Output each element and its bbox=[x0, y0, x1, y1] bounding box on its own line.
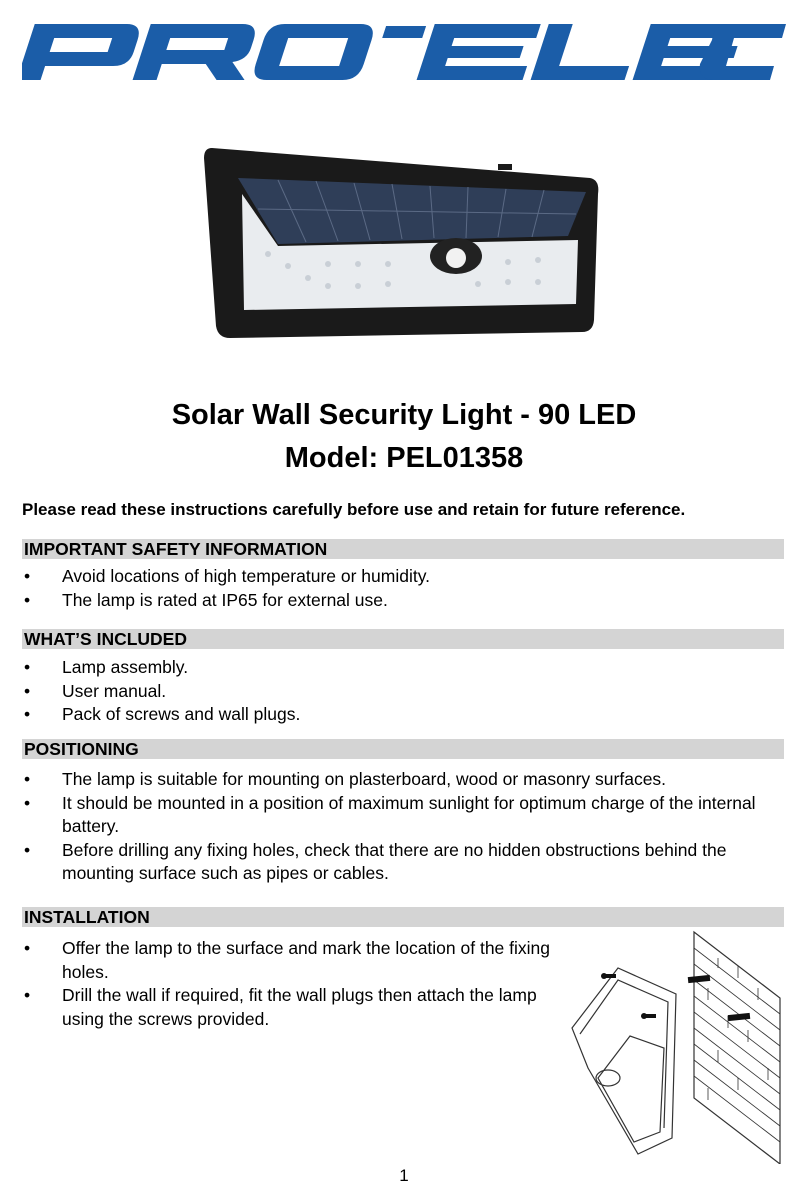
solar-light-product-image bbox=[198, 134, 610, 346]
list-item: • Offer the lamp to the surface and mark the location of the fixing holes. bbox=[24, 938, 551, 982]
list-item: • The lamp is rated at IP65 for external use. bbox=[24, 589, 388, 610]
installation-diagram bbox=[568, 928, 786, 1164]
intro-text: Please read these instructions carefully before use and retain for future reference. bbox=[22, 500, 686, 519]
included-heading: WHAT’S INCLUDED bbox=[22, 629, 784, 649]
installation-heading: INSTALLATION bbox=[22, 907, 784, 927]
list-item: • Avoid locations of high temperature or humidity. bbox=[24, 566, 431, 586]
positioning-heading: POSITIONING bbox=[22, 739, 784, 759]
included-list bbox=[22, 656, 792, 727]
list-item: • Before drilling any fixing holes, check that there are no hidden obstructions behind the mounting surface such as pipes or cables. bbox=[24, 839, 727, 884]
positioning-list bbox=[22, 768, 792, 886]
list-item: • Pack of screws and wall plugs. bbox=[24, 704, 301, 725]
model-number: Model: PEL01358 bbox=[284, 442, 524, 474]
product-title: Solar Wall Security Light - 90 LED bbox=[171, 399, 637, 431]
page-number: 1 bbox=[399, 1166, 409, 1185]
list-item: • Drill the wall if required, fit the wall plugs then attach the lamp using the screws provided. bbox=[24, 985, 537, 1029]
list-item: • User manual. bbox=[24, 680, 167, 701]
installation-list bbox=[22, 937, 567, 1031]
safety-list bbox=[22, 565, 792, 612]
safety-heading: IMPORTANT SAFETY INFORMATION bbox=[22, 539, 784, 559]
list-item: • The lamp is suitable for mounting on plasterboard, wood or masonry surfaces. bbox=[24, 769, 667, 789]
list-item: • Lamp assembly. bbox=[24, 657, 189, 677]
logo-letter-c-icon bbox=[22, 14, 786, 90]
list-item: • It should be mounted in a position of maximum sunlight for optimum charge of the internal battery. bbox=[24, 792, 756, 837]
